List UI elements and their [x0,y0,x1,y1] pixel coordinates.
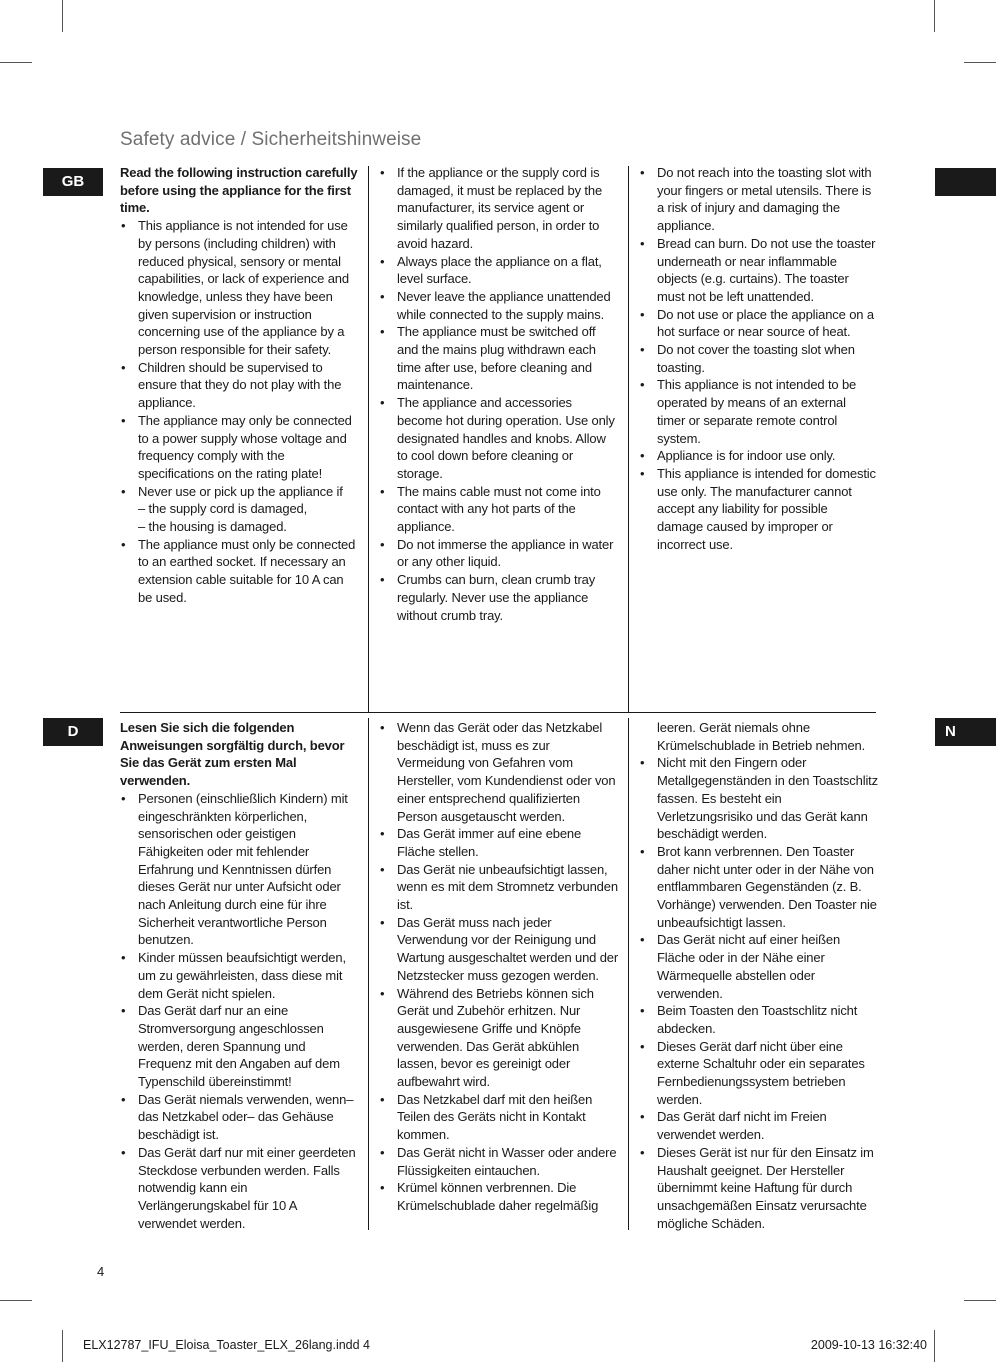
crop-mark [934,1330,935,1362]
list-item: • Crumbs can burn, clean crumb tray regularly. Never use the appliance without crumb tray. [379,571,619,624]
list-item-continued: leeren. Gerät niemals ohne Krümelschublade in Betrieb nehmen. [657,720,866,753]
list-item: • The appliance must only be connected to an earthed socket. If necessary an extension cable suitable for 10 A can be used. [120,536,358,607]
list-item: • Appliance is for indoor use only. [639,447,877,465]
list-item: • If the appliance or the supply cord is damaged, it must be replaced by the manufacturer, its service agent or similarly qualified person, in order to avoid hazard. [379,164,619,253]
list-item: • Das Gerät darf nur an eine Stromversorgung angeschlossen werden, deren Spannung und Frequenz mit den Angaben auf dem Typenschild übereinstimmt! [120,1002,358,1091]
crop-mark [934,0,935,32]
column-divider [628,718,629,1230]
list-item: • Wenn das Gerät oder das Netzkabel beschädigt ist, muss es zur Vermeidung von Gefahren vom Hersteller, vom Kundendienst oder von einer entsprechend qualifizierten Person ausgetauscht werden. [379,719,619,825]
gb-intro: Read the following instruction carefully before using the appliance for the first time. [120,165,358,216]
section-divider [120,712,876,713]
page-number: 4 [97,1264,105,1279]
list-item: • Das Gerät darf nur mit einer geerdeten Steckdose verbunden werden. Falls notwendig kann ein Verlängerungskabel für 10 A verwendet werden. [120,1144,358,1233]
list-item: • Do not cover the toasting slot when toasting. [639,341,877,376]
crop-mark [0,1300,32,1301]
list-item: • Beim Toasten den Toastschlitz nicht abdecken. [639,1002,879,1037]
list-item: • Das Netzkabel darf mit den heißen Teilen des Geräts nicht in Kontakt kommen. [379,1091,619,1144]
list-item: • Do not immerse the appliance in water or any other liquid. [379,536,619,571]
footer-file-name: ELX12787_IFU_Eloisa_Toaster_ELX_26lang.indd 4 [83,1338,371,1352]
list-item: • This appliance is intended for domestic use only. The manufacturer cannot accept any liability for possible damage caused by improper or incorrect use. [639,465,877,554]
list-item: • This appliance is not intended to be operated by means of an external timer or separate remote control system. [639,376,877,447]
list-item: • Das Gerät immer auf eine ebene Fläche stellen. [379,825,619,860]
list-item: • Dieses Gerät ist nur für den Einsatz im Haushalt geeignet. Der Hersteller übernimmt keine Haftung für durch unsachgemäßen Einsatz verursachte mögliche Schäden. [639,1144,879,1233]
list-item: • Do not reach into the toasting slot with your fingers or metal utensils. There is a risk of injury and damaging the appliance. [639,164,877,235]
column-divider [368,718,369,1230]
list-item: • Dieses Gerät darf nicht über eine externe Schaltuhr oder ein separates Fernbedienungssystem betrieben werden. [639,1038,879,1109]
edge-language-tab-d: N [935,718,996,746]
list-item: • Das Gerät niemals verwenden, wenn– das Netzkabel oder– das Gehäuse beschädigt ist. [120,1091,358,1144]
list-item: • This appliance is not intended for use by persons (including children) with reduced physical, sensory or mental capabilities, or lack of experience and knowledge, unless they have been given supervision or instruction concerning use of the appliance by a person responsible for their safety. [120,217,358,359]
de-column-1 [120,719,358,1232]
list-item: • Nicht mit den Fingern oder Metallgegenständen in den Toastschlitz fassen. Es besteht ein Verletzungsrisiko und das Gerät kann beschädigt werden. [639,754,879,843]
list-item: • Children should be supervised to ensure that they do not play with the appliance. [120,359,358,412]
list-item [120,483,358,536]
list-item-text: Never use or pick up the appliance if [138,483,343,499]
list-item: • Das Gerät nie unbeaufsichtigt lassen, wenn es mit dem Stromnetz verbunden ist. [379,861,619,914]
list-item: • Kinder müssen beaufsichtigt werden, um zu gewährleisten, dass diese mit dem Gerät nicht spielen. [120,949,358,1002]
de-column-2 [379,719,619,1215]
list-item: • Das Gerät muss nach jeder Verwendung vor der Reinigung und Wartung ausgeschaltet werden und der Netzstecker muss gezogen werden. [379,914,619,985]
list-item: • Bread can burn. Do not use the toaster underneath or near inflammable objects (e.g. curtains). The toaster must not be left unattended. [639,235,877,306]
list-item: • Brot kann verbrennen. Den Toaster daher nicht unter oder in der Nähe von entflammbaren Gegenständen (z. B. Vorhänge) verwenden. Den Toaster nie unbeaufsichtigt lassen. [639,843,879,932]
crop-mark [964,1300,996,1301]
list-item: • Das Gerät darf nicht im Freien verwendet werden. [639,1108,879,1143]
gb-column-1 [120,164,358,607]
footer-date: 2009-10-13 16:32:40 [810,1338,927,1352]
list-item: • Always place the appliance on a flat, level surface. [379,253,619,288]
gb-column-2 [379,164,619,624]
crop-mark [62,1330,63,1362]
list-item: • Krümel können verbrennen. Die Krümelschublade daher regelmäßig [379,1179,619,1214]
column-divider [368,166,369,712]
list-item: • The appliance must be switched off and the mains plug withdrawn each time after use, before cleaning and maintenance. [379,323,619,394]
list-item: • Never leave the appliance unattended while connected to the supply mains. [379,288,619,323]
sub-item: – the housing is damaged. [138,519,287,535]
language-tab-gb: GB [43,168,103,196]
de-column-3 [639,719,879,1232]
list-item: • The mains cable must not come into contact with any hot parts of the appliance. [379,483,619,536]
column-divider [628,166,629,712]
de-intro: Lesen Sie sich die folgenden Anweisungen sorgfältig durch, bevor Sie das Gerät zum ersten Mal verwenden. [120,720,345,789]
sub-item: – the supply cord is damaged, [138,501,308,517]
list-item: • Das Gerät nicht auf einer heißen Fläche oder in der Nähe einer Wärmequelle abstellen oder verwenden. [639,931,879,1002]
gb-column-3 [639,164,877,553]
edge-language-tab [935,168,996,196]
crop-mark [62,0,63,32]
list-item: • Das Gerät nicht in Wasser oder andere Flüssigkeiten eintauchen. [379,1144,619,1179]
list-item: • Während des Betriebs können sich Gerät und Zubehör erhitzen. Nur ausgewiesene Griffe und Knöpfe verwenden. Das Gerät abkühlen lassen, bevor es gereinigt oder aufbewahrt wird. [379,985,619,1091]
list-item: • Do not use or place the appliance on a hot surface or near source of heat. [639,306,877,341]
page-title: Safety advice / Sicherheitshinweise [120,129,422,150]
list-item: • The appliance may only be connected to a power supply whose voltage and frequency comply with the specifications on the rating plate! [120,412,358,483]
crop-mark [0,62,32,63]
crop-mark [964,62,996,63]
list-item: • Personen (einschließlich Kindern) mit eingeschränkten körperlichen, sensorischen oder geistigen Fähigkeiten oder mit fehlender Erfahrung und Kenntnissen dürfen dieses Gerät nur unter Aufsicht oder nach Anleitung durch eine für ihre Sicherheit verantwortliche Person benutzen. [120,790,358,949]
language-tab-d: D [43,718,103,746]
list-item: • The appliance and accessories become hot during operation. Use only designated handles and knobs. Allow to cool down before cleaning or storage. [379,394,619,483]
